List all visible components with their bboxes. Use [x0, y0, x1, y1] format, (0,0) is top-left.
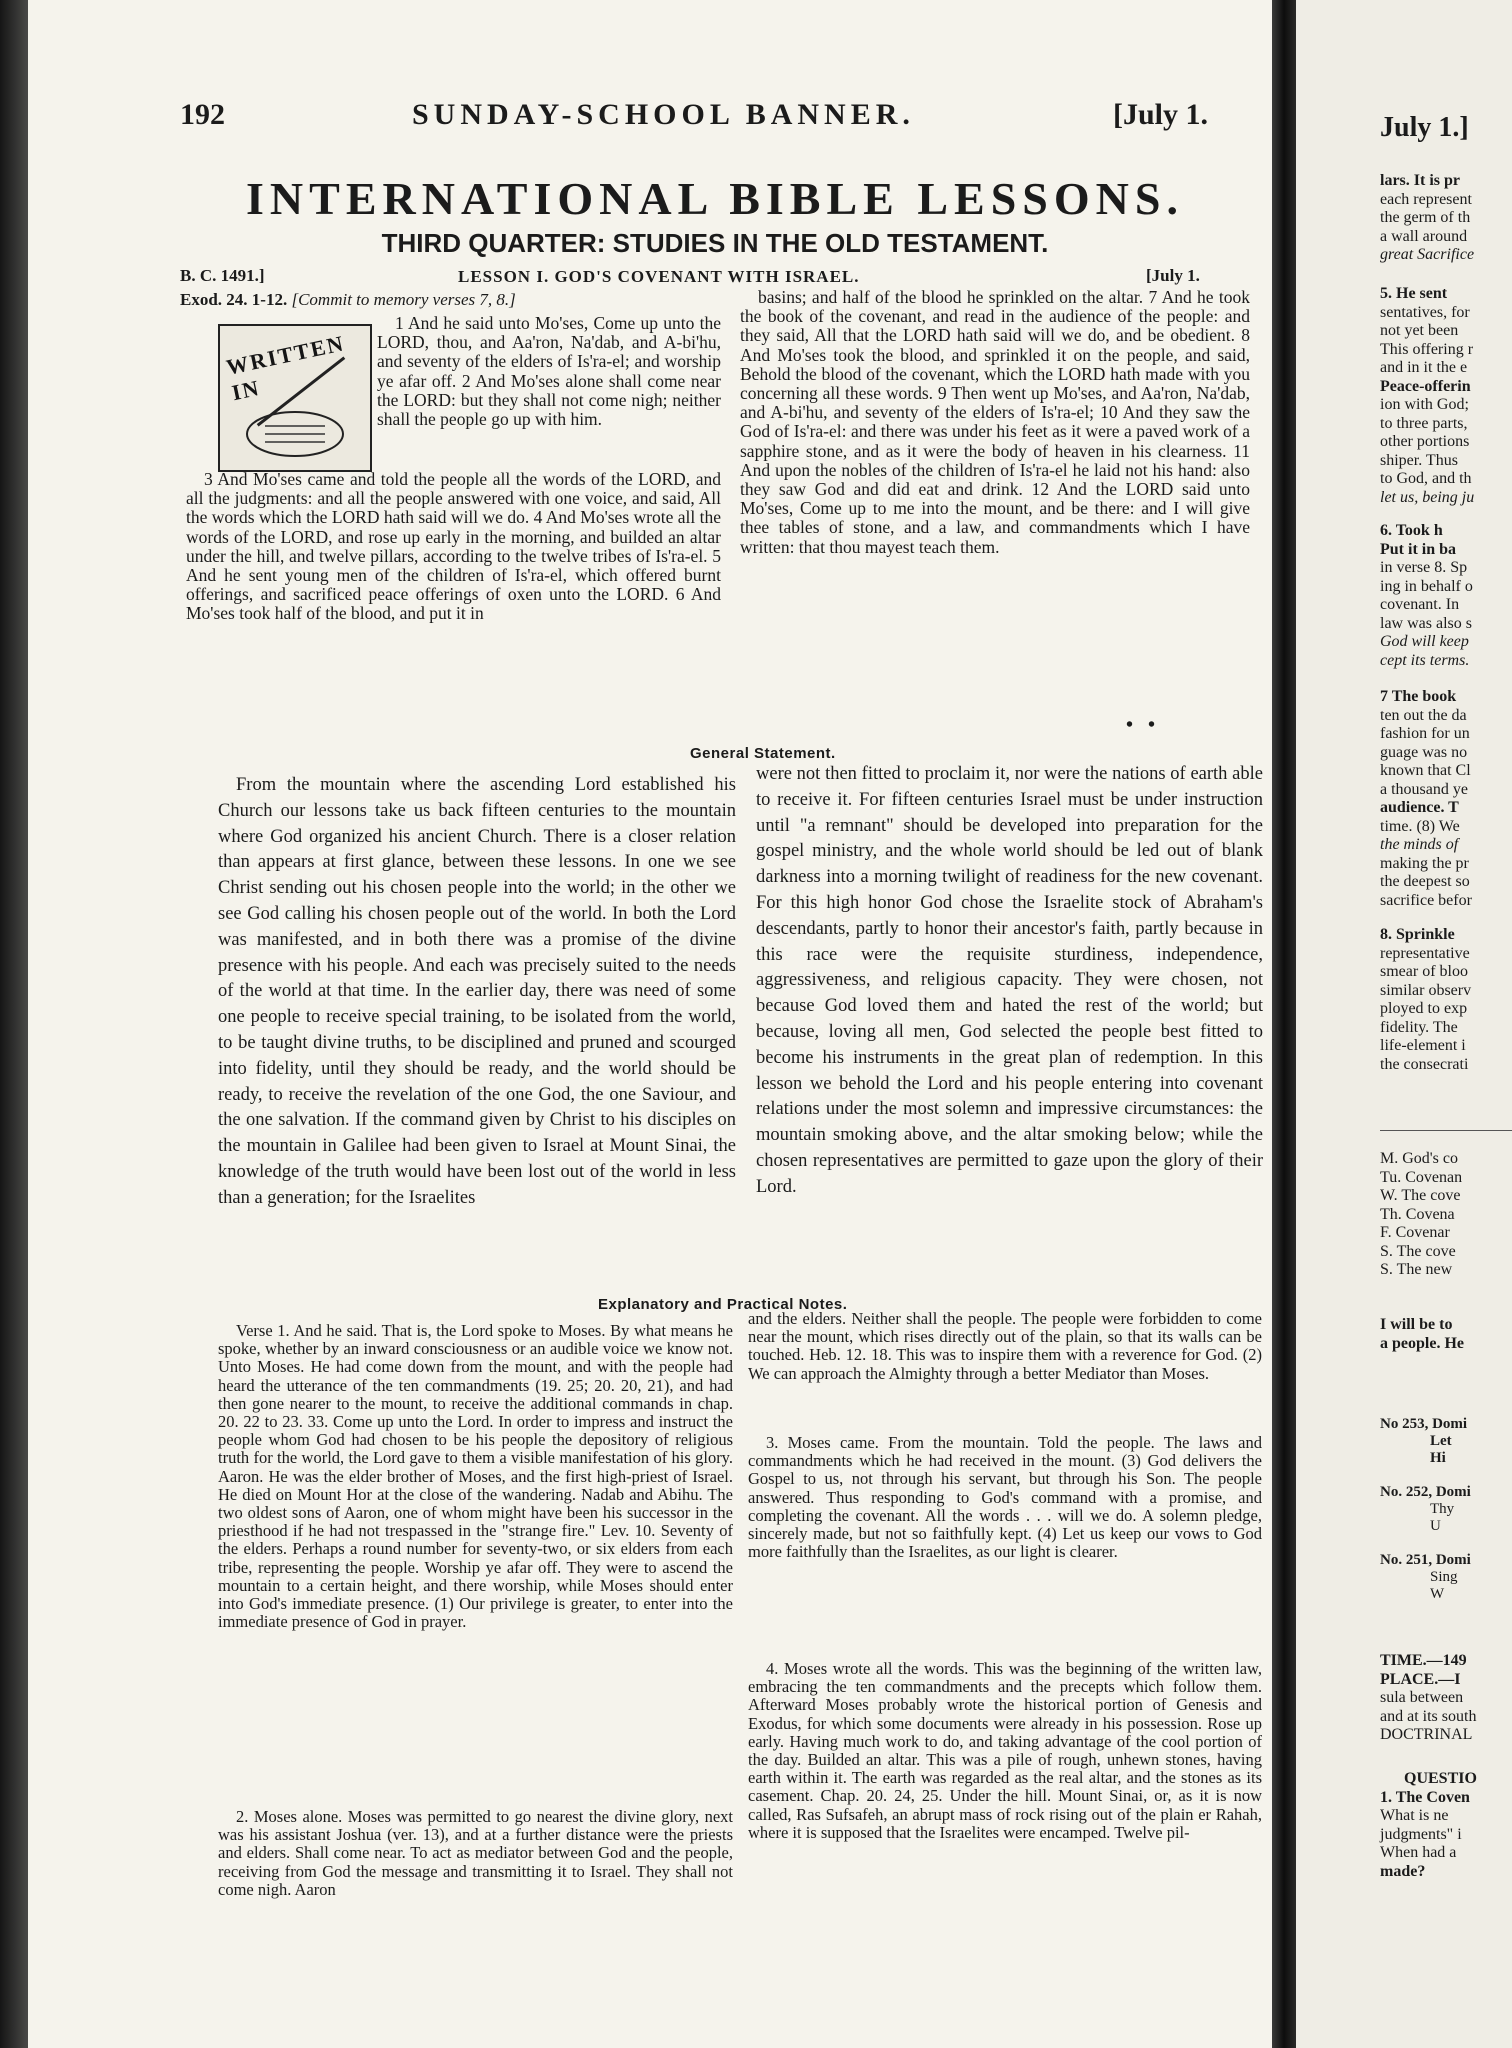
facing-line: ing in behalf o: [1380, 577, 1473, 595]
facing-line: When had a: [1380, 1844, 1457, 1861]
facing-line: 1. The Coven: [1380, 1788, 1470, 1806]
facing-line: guage was no: [1380, 743, 1468, 761]
facing-line: W. The cove: [1380, 1187, 1461, 1204]
facing-line: cept its terms.: [1380, 651, 1470, 669]
facing-line: ployed to exp: [1380, 1000, 1468, 1017]
facing-line: a thousand ye: [1380, 780, 1468, 798]
facing-line: I will be to: [1380, 1316, 1453, 1333]
main-title: INTERNATIONAL BIBLE LESSONS.: [246, 173, 1184, 224]
facing-line: Th. Covena: [1380, 1205, 1455, 1223]
facing-line: This offering r: [1380, 340, 1474, 358]
facing-line: a wall around: [1380, 227, 1468, 245]
facing-line: lars. It is pr: [1380, 172, 1460, 189]
scripture-reference-line: [180, 290, 516, 310]
facing-line: in verse 8. Sp: [1380, 559, 1468, 576]
facing-line: the minds of: [1380, 836, 1459, 853]
facing-page-block-e: [1380, 926, 1471, 1074]
facing-line: fidelity. The: [1380, 1018, 1458, 1036]
facing-line: Sing: [1430, 1569, 1458, 1585]
notes-col2-verse3: 3. Moses came. From the mountain. Told the people. The laws and commandments which he had received in the mount. (3) God delivers the Gospel to us, not through his servant, but through his Son. The people answered. Thus responding to God's command with a promise, and completing the covenant. All the words . . . will we do. A solemn pledge, sincerely made, but not so faithfully kept. (4) Let us keep our vows to God more faithfully than the Israelites, as our light is clearer.: [748, 1434, 1262, 1562]
facing-line: time. (8) We: [1380, 817, 1460, 835]
facing-page-time-place: [1380, 1652, 1476, 1745]
facing-line: life-element i: [1380, 1037, 1466, 1054]
facing-line: representative: [1380, 944, 1470, 962]
facing-page-hymns: [1380, 1416, 1471, 1603]
facing-page-block-a: [1380, 172, 1474, 265]
general-statement-col2: were not then fitted to proclaim it, nor were the nations of earth able to receive it. For fifteen centuries Israel must be under instruction until "a remnant" should be developed into preparation for the gospel ministry, and the whole world should be led out of blank darkness into a morning twilight of readiness for the new covenant. For this high honor God chose the Israelite stock of Abraham's descendants, partly to honor their ancestor's faith, partly because in this race were the requisite sturdiness, independence, aggressiveness, and religious capacity. They were chosen, not because God loved them and hated the rest of the world; but because, loving all men, God selected the people best fitted to become his instruments in the great plan of redemption. In this lesson we behold the Lord and his people entering into covenant relations under the most solemn and impressive circumstances: the mountain smoking above, and the altar smoking below; while the chosen representatives are permitted to gaze upon the glory of their Lord.: [756, 764, 1263, 1197]
facing-line: sula between: [1380, 1689, 1464, 1706]
facing-line: No. 252, Domi: [1380, 1484, 1471, 1500]
lesson-text-col2: basins; and half of the blood he sprinkled on the altar. 7 And he took the book of the covenant, and read in the audience of the people: and they said, All that the LORD hath said will we do, and be obedient. 8 And Mo'ses took the blood, and sprinkled it on the people, and said, Behold the blood of the covenant, which the LORD hath made with you concerning all these words. 9 Then went up Mo'ses, and Aa'ron, Na'dab, and A-bi'hu, and seventy of the elders of Is'ra-el; 10 And they saw the God of Is'ra-el: and there was under his feet as it were a paved work of a sapphire stone, and as it were the body of heaven in his clearness. 11 And upon the nobles of the children of Is'ra-el he laid not his hand: also they saw God and did eat and drink. 12 And the LORD said unto Mo'ses, Come up to me into the mount, and be there: and I will give thee tables of stone, and a law, and commandments which I have written: that thou mayest teach them.: [740, 288, 1250, 557]
running-title: SUNDAY-SCHOOL BANNER.: [412, 98, 915, 131]
facing-line: the consecrati: [1380, 1055, 1469, 1073]
facing-line: Let: [1430, 1433, 1452, 1449]
illustration-caption: WRITTEN IN: [224, 330, 348, 406]
facing-line: Put it in ba: [1380, 540, 1457, 558]
facing-page-home-readings: [1380, 1150, 1462, 1280]
facing-line: and at its south: [1380, 1707, 1477, 1725]
page-192: [28, 0, 1272, 2048]
facing-line: similar observ: [1380, 981, 1472, 999]
scripture-reference: Exod. 24. 1-12.: [180, 290, 288, 309]
facing-line: ion with God;: [1380, 396, 1469, 413]
notes-col2-continued: and the elders. Neither shall the people. The people were forbidden to come near the mount, which rises directly out of the plain, so that its walls can be touched. Heb. 12. 18. This was to inspire them with a reverence for God. (2) We can approach the Almighty through a better Mediator than Moses.: [748, 1310, 1262, 1383]
facing-line: the germ of th: [1380, 209, 1471, 226]
general-statement-heading: General Statement.: [690, 745, 836, 762]
commit-note: [Commit to memory verses 7, 8.]: [291, 290, 516, 309]
lesson-bc-date: B. C. 1491.]: [180, 266, 265, 285]
facing-line: S. The cove: [1380, 1242, 1456, 1260]
notes-col1-verse2: 2. Moses alone. Moses was permitted to go nearest the divine glory, next was his assistant Joshua (ver. 13), and at a further distance were the priests and elders. Shall come near. To act as mediator between God and the people, receiving from God the message and transmitting it to Israel. They shall not come nigh. Aaron: [218, 1808, 733, 1899]
facing-line: Tu. Covenan: [1380, 1168, 1463, 1186]
written-in-illustration: [218, 324, 372, 472]
facing-page-block-c: [1380, 522, 1473, 670]
facing-page-questions: [1380, 1770, 1477, 1881]
general-statement-col1: From the mountain where the ascending Lord established his Church our lessons take us back fifteen centuries to the mountain where God organized his ancient Church. There is a closer relation than appears at first glance, between these lessons. In one we see Christ sending out his chosen people into the world; in the other we see God calling his chosen people out of the world. In both the Lord was manifested, and in both there was a promise of the divine presence with his people. And each was precisely suited to the needs of the world at that time. In the earlier day, there was need of some one people to receive special training, to be isolated from the world, to be taught divine truths, to be disciplined and pruned and scourged into fidelity, until they should be ready, and the world should be ready, to receive the revelation of the one God, the one Saviour, and the one salvation. If the command given by Christ to his disciples on the mountain in Galilee had been given to Israel at Mount Sinai, the knowledge of the truth would have been lost out of the world in less than a generation; for the Israelites: [218, 775, 736, 1208]
book-edge-left: [0, 0, 28, 2048]
facing-line: law was also s: [1380, 614, 1472, 632]
facing-line: Peace-offerin: [1380, 377, 1471, 395]
facing-line: to God, and th: [1380, 470, 1472, 487]
facing-line: made?: [1380, 1862, 1426, 1880]
tablet-icon: [240, 404, 350, 462]
facing-line: 8. Sprinkle: [1380, 926, 1455, 943]
facing-line: 5. He sent: [1380, 285, 1448, 302]
facing-line: 6. Took h: [1380, 522, 1443, 539]
facing-line: F. Covenar: [1380, 1224, 1450, 1241]
facing-line: let us, being ju: [1380, 488, 1475, 506]
notes-col2-verse4: 4. Moses wrote all the words. This was the beginning of the written law, embracing the ten commandments and the precepts which follow them. Afterward Moses probably wrote the historical portion of Genesis and Exodus, for which some documents were already in his possession. Rose up early. Having much work to do, and taking advantage of the cool portion of the day. Builded an altar. This was a pile of rough, unhewn stones, having earth within it. The earth was regarded as the real altar, and the stones as its casement. Chap. 20. 24, 25. Under the hill. Mount Sinai, or, as it is now called, Ras Sufsafeh, an abrupt mass of rock rising out of the plain er Rahah, where it is supposed that the Israelites were encamped. Twelve pil-: [748, 1660, 1262, 1842]
facing-page-divider: [1380, 1130, 1512, 1131]
facing-line: sacrifice befor: [1380, 891, 1472, 909]
facing-line: not yet been: [1380, 322, 1459, 339]
facing-line: 7 The book: [1380, 688, 1457, 705]
facing-line: S. The new: [1380, 1261, 1453, 1278]
facing-line: making the pr: [1380, 854, 1469, 872]
facing-page-block-b: [1380, 285, 1474, 507]
facing-line: other portions: [1380, 433, 1470, 450]
lesson-text-col1-bottom: 3 And Mo'ses came and told the people all the words of the LORD, and all the judgments: and all the people answered with one voice, and said, All the words which the LORD hath said will we do. 4 And Mo'ses wrote all the words of the LORD, and rose up early in the morning, and builded an altar under the hill, and twelve pillars, according to the twelve tribes of Is'ra-el. 5 And he sent young men of the children of Is'ra-el, which offered burnt offerings, and sacrificed peace offerings of oxen unto the LORD. 6 And Mo'ses took half of the blood, and put it in: [186, 470, 721, 624]
facing-line: each represent: [1380, 190, 1472, 208]
facing-line: M. God's co: [1380, 1150, 1458, 1167]
subtitle: THIRD QUARTER: STUDIES IN THE OLD TESTAMENT.: [381, 228, 1049, 258]
facing-line: the deepest so: [1380, 873, 1470, 890]
facing-line: smear of bloo: [1380, 963, 1468, 980]
facing-line: fashion for un: [1380, 725, 1470, 742]
facing-page-header: July 1.]: [1380, 112, 1469, 143]
facing-line: QUESTIO: [1404, 1770, 1477, 1787]
facing-line: God will keep: [1380, 633, 1469, 650]
facing-line: What is ne: [1380, 1807, 1449, 1824]
facing-line: known that Cl: [1380, 762, 1471, 779]
notes-heading: Explanatory and Practical Notes.: [598, 1296, 848, 1313]
facing-line: No. 251, Domi: [1380, 1552, 1471, 1568]
facing-line: judgments" i: [1380, 1825, 1462, 1843]
facing-line: ten out the da: [1380, 706, 1467, 724]
facing-line: sentatives, for: [1380, 303, 1470, 321]
facing-page-block-d: [1380, 688, 1472, 910]
facing-line: DOCTRINAL: [1380, 1726, 1473, 1743]
facing-line: Thy: [1430, 1501, 1455, 1517]
book-gutter: [1272, 0, 1296, 2048]
notes-col1-verse1: Verse 1. And he said. That is, the Lord spoke to Moses. By what means he spoke, whether by an inward consciousness or an audible voice we know not. Unto Moses. He had come down from the mount, and with the people had heard the utterance of the ten commandments (19. 25; 20. 20, 21), and had then gone nearer to the mount, to receive the additional commands in chap. 20. 22 to 23. 33. Come up unto the Lord. In order to impress and instruct the people whom God had chosen to be his people the depository of religious truth for the world, the Lord gave to them a visible manifestation of his glory. Aaron. He was the elder brother of Moses, and the first high-priest of Israel. He died on Mount Hor at the close of the wandering. Nadab and Abihu. The two oldest sons of Aaron, one of whom might have been his successor in the priesthood if he had not trespassed in the "strange fire." Lev. 10. Seventy of the elders. Perhaps a round number for seventy-two, or six elders from each tribe, representing the people. Worship ye afar off. They were to ascend the mountain to a certain height, and there worship, while Moses should enter into God's immediate presence. (1) Our privilege is greater, to enter into the immediate presence of God in prayer.: [218, 1322, 733, 1632]
facing-line: shiper. Thus: [1380, 451, 1458, 469]
facing-line: W: [1430, 1586, 1445, 1602]
lesson-text-col1-top: 1 And he said unto Mo'ses, Come up unto the LORD, thou, and Aa'ron, Na'dab, and A-bi'hu, and seventy of the elders of Is'ra-el; and worship ye afar off. 2 And Mo'ses alone shall come near the LORD: but they shall not come nigh; neither shall the people go up with him.: [377, 314, 721, 430]
facing-line: covenant. In: [1380, 596, 1460, 613]
facing-line: Hi: [1430, 1450, 1446, 1466]
facing-line: U: [1430, 1518, 1441, 1534]
lesson-date: [July 1.: [1146, 266, 1200, 285]
facing-line: audience. T: [1380, 799, 1459, 816]
facing-line: No 253, Domi: [1380, 1416, 1468, 1432]
facing-line: to three parts,: [1380, 414, 1468, 432]
page-number: 192: [180, 98, 225, 131]
running-date: [July 1.: [1113, 98, 1209, 131]
section-ornament: • •: [1126, 714, 1156, 736]
facing-line: and in it the e: [1380, 359, 1468, 376]
facing-page-golden-text: [1380, 1316, 1464, 1353]
facing-line: PLACE.—I: [1380, 1670, 1461, 1688]
facing-page-fragment: [1296, 0, 1512, 2048]
lesson-heading: LESSON I. GOD'S COVENANT WITH ISRAEL.: [458, 267, 860, 286]
facing-line: a people. He: [1380, 1334, 1464, 1352]
facing-line: TIME.—149: [1380, 1652, 1467, 1669]
facing-line: great Sacrifice: [1380, 246, 1475, 263]
